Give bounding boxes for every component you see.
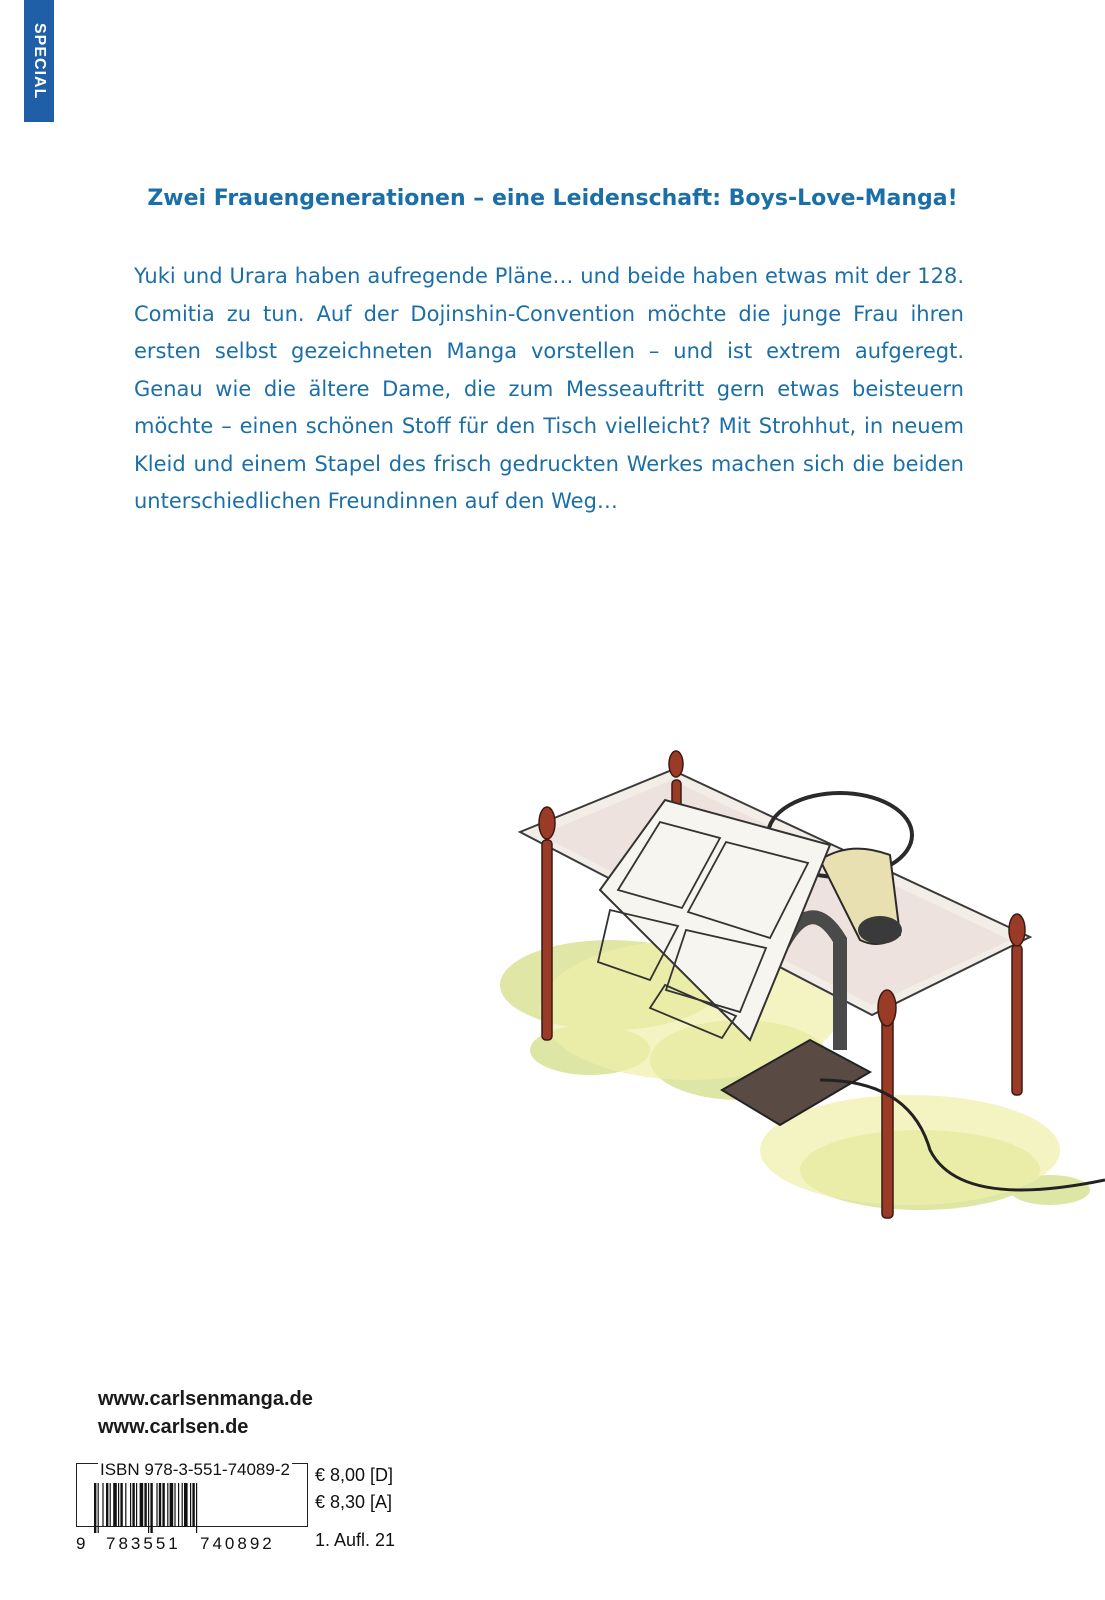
barcode-bar — [130, 1483, 131, 1527]
url-carlsen[interactable]: www.carlsen.de — [98, 1416, 249, 1438]
barcode-bar — [150, 1483, 152, 1533]
barcode-bar — [144, 1483, 146, 1527]
barcode-bar — [159, 1483, 161, 1527]
barcode-bar — [140, 1483, 144, 1527]
barcode-bar — [110, 1483, 111, 1527]
barcode-bar — [162, 1483, 164, 1527]
barcode-bar — [120, 1483, 122, 1527]
barcode-digits-right: 740892 — [200, 1534, 275, 1553]
barcode-bar — [178, 1483, 179, 1527]
barcode-digits-left: 783551 — [106, 1534, 181, 1553]
barcode-bar — [156, 1483, 157, 1527]
barcode-bar — [174, 1483, 175, 1527]
special-tab-label: SPECIAL — [31, 22, 48, 100]
barcode-bar — [136, 1483, 137, 1527]
barcode-bar — [190, 1483, 191, 1527]
tagline: Zwei Frauengenerationen – eine Leidenschaft: Boys-Love-Manga! — [147, 186, 958, 211]
barcode-bar — [148, 1483, 149, 1533]
barcode-bar — [102, 1483, 103, 1527]
blurb-text: Yuki und Urara haben aufregende Pläne… und beide haben etwas mit der 128. Comitia zu tun. Auf der Dojinshin-Convention möchte die junge Frau ihren ersten selbst gezeichneten Manga vorstellen – und ist extrem aufgeregt. Genau wie die ältere Dame, die zum Messeauftritt gern etwas beisteuern möchte – einen schönen Stoff für den Tisch vielleicht? Mit Strohhut, in neuem Kleid und einem Stapel des frisch gedruckten Werkes machen sich die beiden unterschiedlichen Freundinnen auf den Weg… — [134, 264, 964, 513]
price-germany: € 8,00 [D] — [315, 1465, 394, 1485]
barcode-bar — [94, 1483, 96, 1533]
barcode-bar — [106, 1483, 108, 1527]
table-illustration — [490, 750, 1105, 1230]
barcode-bar — [167, 1483, 168, 1527]
barcode-bar — [184, 1483, 188, 1527]
barcode-bar — [170, 1483, 174, 1527]
price-austria: € 8,30 [A] — [315, 1492, 393, 1512]
barcode-bar — [132, 1483, 134, 1527]
barcode-bar — [182, 1483, 183, 1527]
prices — [315, 1462, 393, 1516]
barcode-digit-first: 9 — [76, 1534, 86, 1553]
barcode-bar — [196, 1483, 197, 1533]
barcode-bar — [118, 1483, 119, 1527]
special-tab — [24, 0, 54, 122]
barcode-bar — [125, 1483, 126, 1527]
isbn-text: ISBN 978-3-551-74089-2 — [100, 1460, 290, 1479]
edition-info: 1. Aufl. 21 — [315, 1530, 396, 1550]
barcode — [94, 1483, 304, 1533]
barcode-bar — [98, 1483, 99, 1533]
website-links — [98, 1385, 313, 1441]
barcode-bar — [192, 1483, 194, 1527]
url-carlsenmanga[interactable]: www.carlsenmanga.de — [98, 1388, 313, 1410]
barcode-bar — [113, 1483, 117, 1527]
